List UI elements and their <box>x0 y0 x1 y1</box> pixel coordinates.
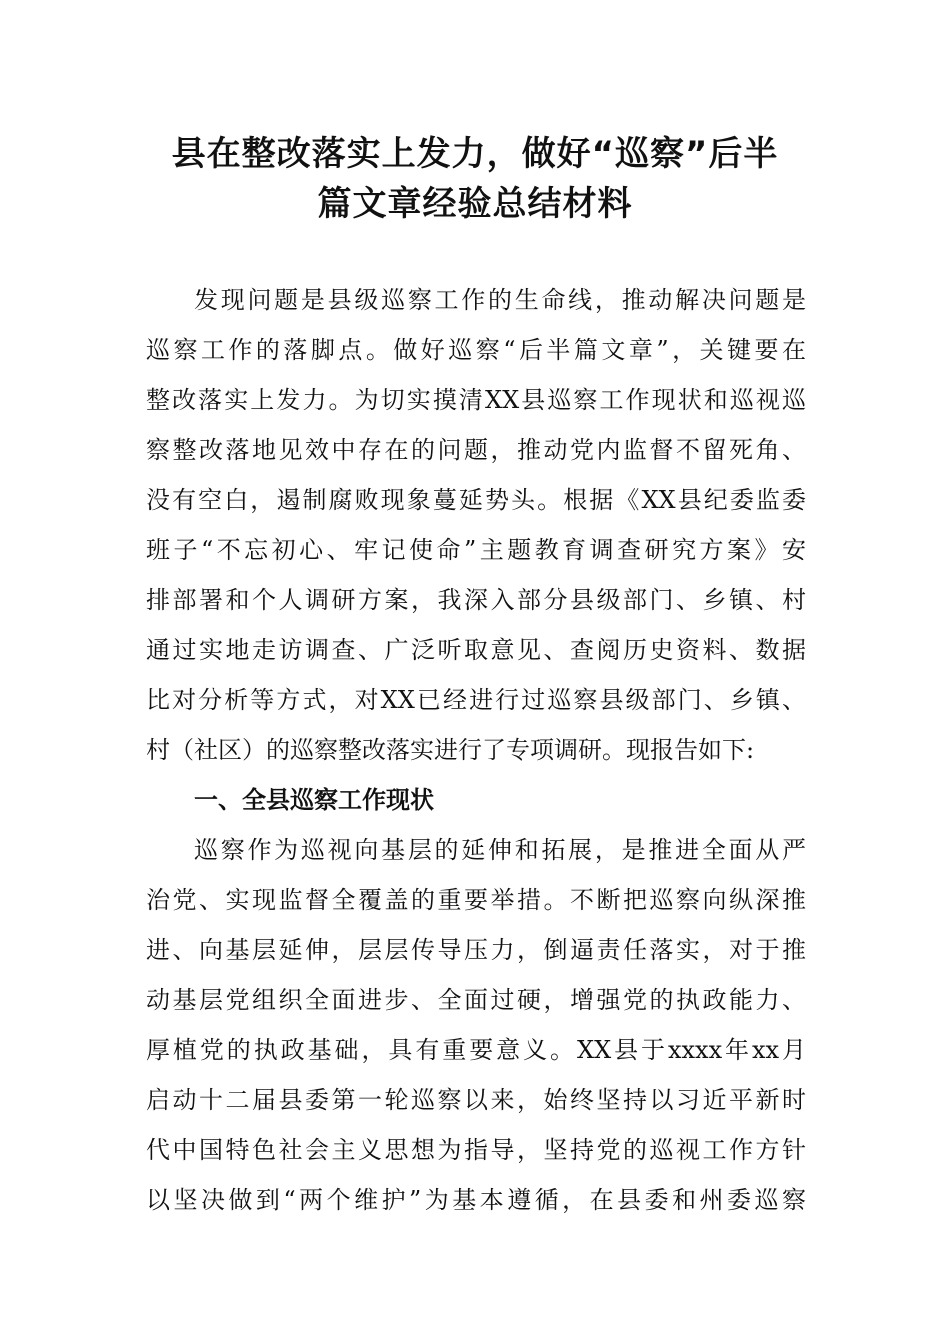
paragraph-1-line: 村（社区）的巡察整改落实进行了专项调研。现报告如下: <box>146 736 755 764</box>
paragraph-2-line: 进、向基层延伸，层层传导压力，倒逼责任落实，对于推 <box>146 936 806 964</box>
paragraph-2-line: 以坚决做到“两个维护”为基本遵循，在县委和州委巡察 <box>146 1186 806 1214</box>
paragraph-1-line: 通过实地走访调查、广泛听取意见、查阅历史资料、数据 <box>146 636 806 664</box>
paragraph-1-line: 巡察工作的落脚点。做好巡察“后半篇文章”，关键要在 <box>146 336 806 364</box>
paragraph-1-line: 班子“不忘初心、牢记使命”主题教育调查研究方案》安 <box>146 536 806 564</box>
paragraph-2-line: 启动十二届县委第一轮巡察以来，始终坚持以习近平新时 <box>146 1086 806 1114</box>
paragraph-1-line: 没有空白，遏制腐败现象蔓延势头。根据《XX县纪委监委 <box>146 486 806 514</box>
document-title-line-1: 县在整改落实上发力，做好“巡察”后半 <box>171 134 779 174</box>
paragraph-1-line: 察整改落地见效中存在的问题，推动党内监督不留死角、 <box>146 436 806 464</box>
paragraph-2-line: 治党、实现监督全覆盖的重要举措。不断把巡察向纵深推 <box>146 886 806 914</box>
document-title-line-2: 篇文章经验总结材料 <box>317 184 633 224</box>
paragraph-2-line: 巡察作为巡视向基层的延伸和拓展，是推进全面从严 <box>194 836 806 864</box>
section-heading: 一、全县巡察工作现状 <box>194 786 434 814</box>
paragraph-1-line: 排部署和个人调研方案，我深入部分县级部门、乡镇、村 <box>146 586 806 614</box>
paragraph-2-line: 代中国特色社会主义思想为指导，坚持党的巡视工作方针 <box>146 1136 806 1164</box>
paragraph-2-line: 厚植党的执政基础，具有重要意义。XX县于xxxx年xx月 <box>146 1036 806 1064</box>
paragraph-1-line: 比对分析等方式，对XX已经进行过巡察县级部门、乡镇、 <box>146 686 806 714</box>
paragraph-2-line: 动基层党组织全面进步、全面过硬，增强党的执政能力、 <box>146 986 806 1014</box>
paragraph-1-line: 发现问题是县级巡察工作的生命线，推动解决问题是 <box>194 286 806 314</box>
paragraph-1-line: 整改落实上发力。为切实摸清XX县巡察工作现状和巡视巡 <box>146 386 806 414</box>
